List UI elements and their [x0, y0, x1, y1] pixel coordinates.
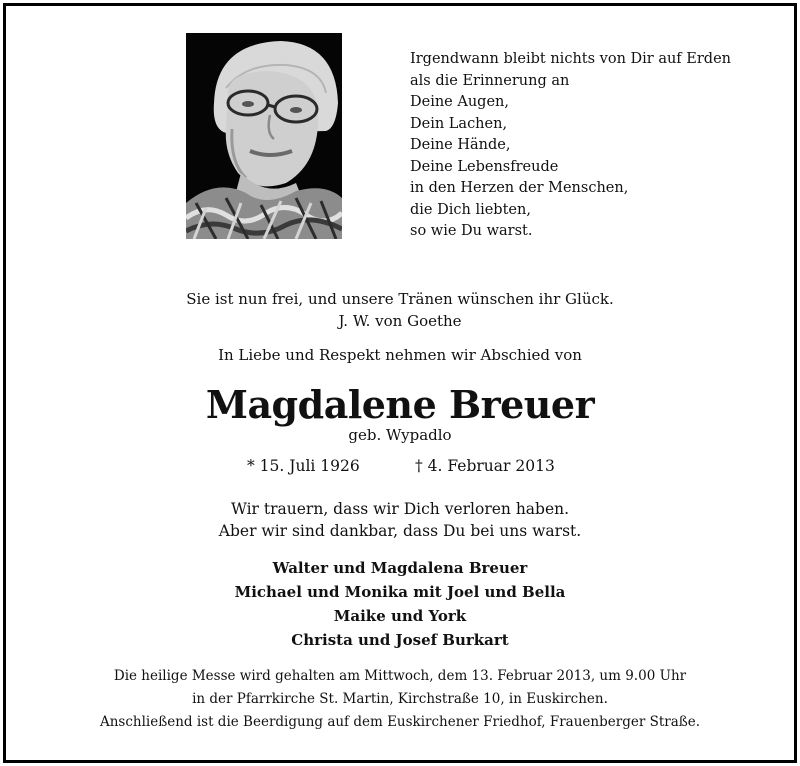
- deceased-name: Magdalene Breuer: [205, 382, 595, 427]
- poem-line: Deine Lebensfreude: [410, 158, 559, 175]
- poem-line: Deine Hände,: [410, 137, 511, 153]
- poem-line: so wie Du warst.: [410, 223, 533, 239]
- birth-date: * 15. Juli 1926: [247, 457, 360, 475]
- family-member: Michael und Monika mit Joel und Bella: [234, 583, 566, 601]
- death-date: † 4. Februar 2013: [415, 457, 555, 475]
- quote-text: Sie ist nun frei, und unsere Tränen wünschen ihr Glück.: [186, 290, 614, 308]
- family-member: Christa und Josef Burkart: [291, 631, 509, 649]
- service-info-line: Anschließend ist die Beerdigung auf dem Euskirchener Friedhof, Frauenberger Straße.: [99, 714, 701, 730]
- service-info-line: Die heilige Messe wird gehalten am Mittwoch, dem 13. Februar 2013, um 9.00 Uhr: [113, 668, 687, 684]
- farewell-line: In Liebe und Respekt nehmen wir Abschied von: [218, 346, 582, 364]
- service-info: [0, 665, 800, 734]
- poem-line: Irgendwann bleibt nichts von Dir auf Erden: [410, 51, 732, 67]
- family-member: Walter und Magdalena Breuer: [272, 559, 528, 577]
- poem: [410, 49, 731, 243]
- poem-line: Dein Lachen,: [410, 115, 508, 132]
- poem-line: Deine Augen,: [410, 94, 509, 110]
- portrait-photo: [186, 33, 342, 239]
- poem-line: die Dich liebten,: [410, 201, 531, 218]
- poem-line: als die Erinnerung an: [410, 72, 570, 89]
- poem-line: in den Herzen der Menschen,: [410, 180, 629, 196]
- quote-author: J. W. von Goethe: [338, 312, 462, 330]
- family-member: Maike und York: [333, 607, 467, 625]
- mourning-line: Wir trauern, dass wir Dich verloren haben.: [230, 500, 570, 518]
- family-list: [0, 556, 800, 652]
- mourning-line: Aber wir sind dankbar, dass Du bei uns warst.: [218, 522, 582, 540]
- service-info-line: in der Pfarrkirche St. Martin, Kirchstraße 10, in Euskirchen.: [192, 691, 608, 707]
- birth-name: geb. Wypadlo: [348, 426, 452, 444]
